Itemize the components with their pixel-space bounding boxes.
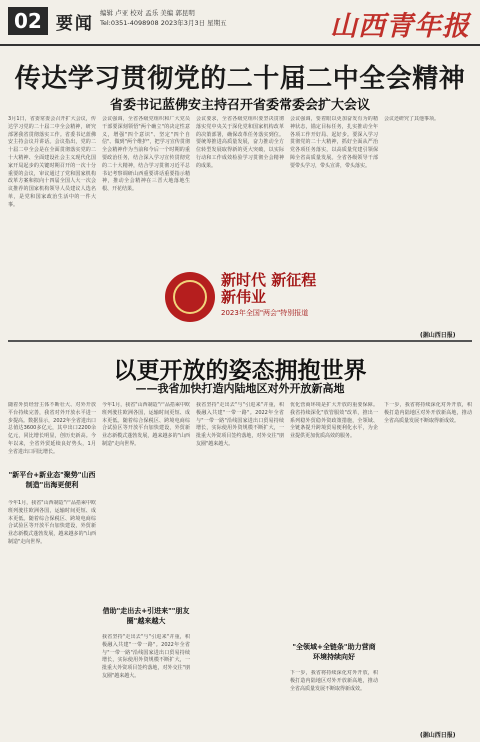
article1-subheadline: 省委书记蓝佛安主持召开省委常委会扩大会议	[109, 98, 370, 113]
article2-column-2: 今年1月，我省"山西制造"产品搭乘中欧班列驶往欧洲各国，运输时间更短、成本更低。随着综合保税区、跨境电商综合试验区等开放平台加快建设，外贸新业态新模式蓬勃发展，越来越多的"山西制造"走向世界。	[102, 402, 190, 447]
article2-subhead-2: 借助"走出去+引进来""朋友圈"越来越大	[102, 607, 190, 625]
article1-column-3: 会议要求，全省各级党组织要坚决贯彻落实党中央关于深化党和国家机构改革的决策部署，确保改革任务落实到位。要统筹推进高质量发展，奋力推动全方位转型发展取得新的更大突破，以实际行动和工作成效检验学习贯彻全会精神的成果。	[196, 116, 284, 169]
editor-line: 编辑 卢亚 校对 孟乐 美编 郭昆明	[100, 9, 195, 17]
article1-column-1: 3月1日，省委常委会召开扩大会议，传达学习党的二十届二中全会精神，研究部署我省贯彻落实工作。省委书记蓝佛安主持会议并讲话。会议指出，党的二十届二中全会是在全面贯彻落实党的二十大精神、全面建设社会主义现代化国家开局起步的关键时期召开的一次十分重要的会议，审议通过了党和国家机构改革方案和拟向十四届全国人大一次会议推荐的国家机构领导人员建议人选名单，是党和国家政治生活中的一件大事。	[8, 116, 96, 208]
article2-subhead-1: "新平台+新业态"聚势"山西制造"出海更便利	[8, 471, 96, 489]
article1-column-2: 会议强调，全省各级党组织和广大党员干部要深刻领悟"两个确立"的决定性意义，增强"四个意识"、坚定"四个自信"、做到"两个维护"，把学习宣传贯彻全会精神作为当前和今后一个时期的重要政治任务，结合深入学习宣传贯彻党的二十大精神，结合学习贯彻习近平总书记考察调研山西重要讲话重要指示精神，推动全会精神在三晋大地落地生根、开花结果。	[102, 116, 190, 193]
date-line: Tel:0351-4098908 2023年3月3日 星期五	[100, 19, 227, 27]
section-title: 要闻	[55, 13, 94, 34]
article2-column-4: 优化营商环境是扩大开放的重要保障。我省持续深化"放管服效"改革，推出一系列稳外贸稳外资政策措施，全领域、全链条提升跨境贸易便利化水平，为企业提供更加优质高效的服务。	[290, 402, 378, 440]
article2-subhead-3: "全领域+全链条"助力营商环境持续向好	[292, 643, 376, 661]
section-divider	[8, 340, 472, 342]
page-number: 02	[8, 7, 48, 35]
two-sessions-banner	[165, 268, 325, 326]
article1-signature: (据山西日报)	[420, 332, 456, 339]
banner-slogan: 新时代 新征程 新伟业	[221, 271, 317, 306]
article2-column-5: 下一步，我省将持续深化对外开放，积极打造内陆地区对外开放新高地，推动全省高质量发展不断取得新成效。	[384, 402, 472, 424]
page-header	[8, 6, 94, 36]
article2-column-1b: 今年1月，我省"山西制造"产品搭乘中欧班列驶往欧洲各国，运输时间更短、成本更低。随着综合保税区、跨境电商综合试验区等开放平台加快建设，外贸新业态新模式蓬勃发展，越来越多的"山西制造"走向世界。	[8, 500, 96, 545]
article1-column-4: 会议强调，要着眼以更加奋发有为的精神状态，锚定目标任务，扎实推动全年各项工作开好局、起好步。要深入学习贯彻党的二十大精神，抓好全面从严治党各项任务落实，以高质量党建引领保障全省高质量发展。全省各级领导干部要带头学习，带头宣讲，带头落实。	[290, 116, 378, 169]
article2-subheadline: ——我省加快打造内陆地区对外开放新高地	[135, 382, 345, 395]
masthead-meta	[100, 8, 227, 28]
banner-caption: 2023年全国"两会"特别报道	[221, 309, 309, 317]
article1-headline: 传达学习贯彻党的二十届二中全会精神	[14, 64, 466, 94]
article2-column-3: 我省坚持"走出去"与"引进来"并重，积极融入共建"一带一路"。2022年全省与"一带一路"沿线国家进出口贸易持续增长，实际使用外资规模不断扩大，一批重大外资项目签约落地，对外交往"朋友圈"越来越大。	[196, 402, 284, 447]
article1-column-5: 会议还研究了其他事项。	[384, 116, 440, 122]
article2-headline: 以更开放的姿态拥抱世界	[113, 358, 367, 384]
article2-column-1: 随着外贸经营主体不断壮大、对外开放平台持续完善，我省对外开放水平进一步提高。数据显示，2022年全省进出口总值达3600多亿元，其中出口2200余亿元，同比增长明显，创历史新高。今年以来，全省外贸延续良好势头，1月全省进出口同比增长。	[8, 402, 96, 455]
two-sessions-emblem-icon	[165, 272, 215, 322]
article2-column-4b: 下一步，我省将持续深化对外开放，积极打造内陆地区对外开放新高地，推动全省高质量发展不断取得新成效。	[290, 670, 378, 692]
article2-signature: (据山西日报)	[420, 732, 456, 739]
article2-column-2b: 我省坚持"走出去"与"引进来"并重，积极融入共建"一带一路"。2022年全省与"一带一路"沿线国家进出口贸易持续增长，实际使用外资规模不断扩大，一批重大外资项目签约落地，对外交往"朋友圈"越来越大。	[102, 634, 190, 679]
masthead	[0, 0, 480, 46]
newspaper-logo: 山西青年报	[330, 11, 470, 42]
